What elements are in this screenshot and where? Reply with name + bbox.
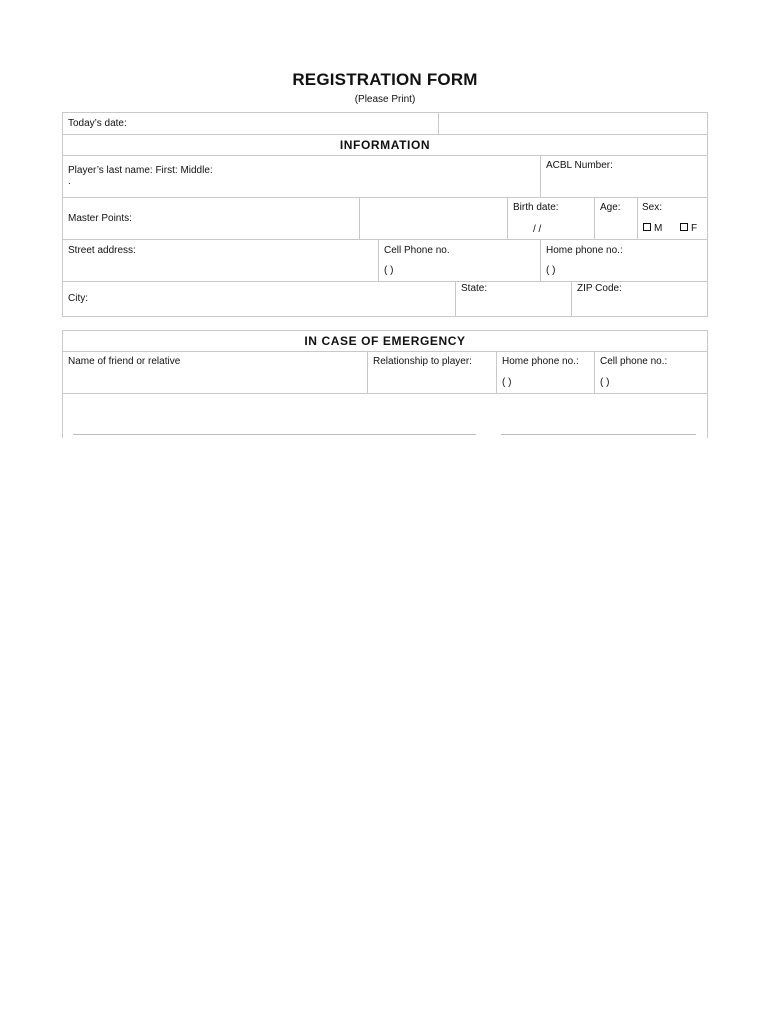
age-field[interactable]	[596, 216, 636, 238]
todays-date-label: Today’s date:	[68, 118, 127, 129]
age-divider	[594, 197, 595, 240]
information-header: INFORMATION	[339, 138, 431, 152]
acbl-field[interactable]	[541, 156, 707, 197]
todays-date-field[interactable]	[440, 113, 706, 133]
emergency-cell-phone-field[interactable]: ( )	[600, 377, 610, 388]
signature-line[interactable]	[501, 434, 696, 435]
emergency-home-phone-label: Home phone no.:	[502, 356, 579, 367]
zip-label: ZIP Code:	[577, 283, 622, 294]
birth-date-field[interactable]: / /	[533, 224, 542, 235]
home-phone-divider	[540, 239, 541, 281]
row-line	[62, 393, 708, 394]
home-phone-field[interactable]: ( )	[546, 265, 556, 276]
state-field[interactable]	[456, 282, 570, 316]
form-title: REGISTRATION FORM	[292, 70, 478, 89]
acbl-label: ACBL Number:	[546, 160, 613, 171]
master-points-label: Master Points:	[68, 213, 132, 224]
player-name-field[interactable]	[63, 156, 539, 197]
emergency-home-divider	[496, 351, 497, 393]
city-label: City:	[68, 293, 88, 304]
birth-date-label: Birth date:	[513, 202, 559, 213]
cell-phone-field[interactable]: ( )	[384, 265, 394, 276]
emergency-cell-divider	[594, 351, 595, 393]
street-address-label: Street address:	[68, 245, 136, 256]
age-label: Age:	[600, 202, 621, 213]
contact-name-field[interactable]	[63, 352, 366, 392]
emergency-cell-phone-label: Cell phone no.:	[600, 356, 668, 367]
contact-name-label: Name of friend or relative	[68, 356, 181, 367]
checkbox-icon[interactable]	[680, 223, 688, 231]
master-points-field[interactable]	[360, 198, 506, 239]
player-name-dot: .	[68, 176, 71, 187]
todays-date-divider	[438, 112, 439, 134]
sex-divider	[637, 197, 638, 240]
sex-m-option[interactable]	[643, 223, 662, 234]
home-phone-label: Home phone no.:	[546, 245, 623, 256]
city-field[interactable]	[63, 282, 454, 316]
cell-phone-label: Cell Phone no.	[384, 245, 450, 256]
sex-m-label: M	[654, 223, 663, 234]
sex-label: Sex:	[642, 202, 663, 213]
row-line	[62, 134, 708, 135]
state-label: State:	[461, 283, 488, 294]
form-subtitle: (Please Print)	[354, 94, 416, 105]
emergency-header: IN CASE OF EMERGENCY	[304, 334, 466, 348]
checkbox-icon[interactable]	[643, 223, 651, 231]
signature-line[interactable]	[73, 434, 476, 435]
zip-field[interactable]	[572, 282, 707, 316]
sex-f-option[interactable]	[680, 223, 697, 234]
player-name-label: Player’s last name: First: Middle:	[68, 165, 213, 176]
relationship-label: Relationship to player:	[373, 356, 472, 367]
sex-f-label: F	[691, 223, 698, 234]
cell-phone-divider	[378, 239, 379, 281]
relationship-field[interactable]	[368, 352, 495, 392]
street-address-field[interactable]	[63, 240, 377, 281]
birth-date-divider	[507, 197, 508, 240]
emergency-home-phone-field[interactable]: ( )	[502, 377, 512, 388]
